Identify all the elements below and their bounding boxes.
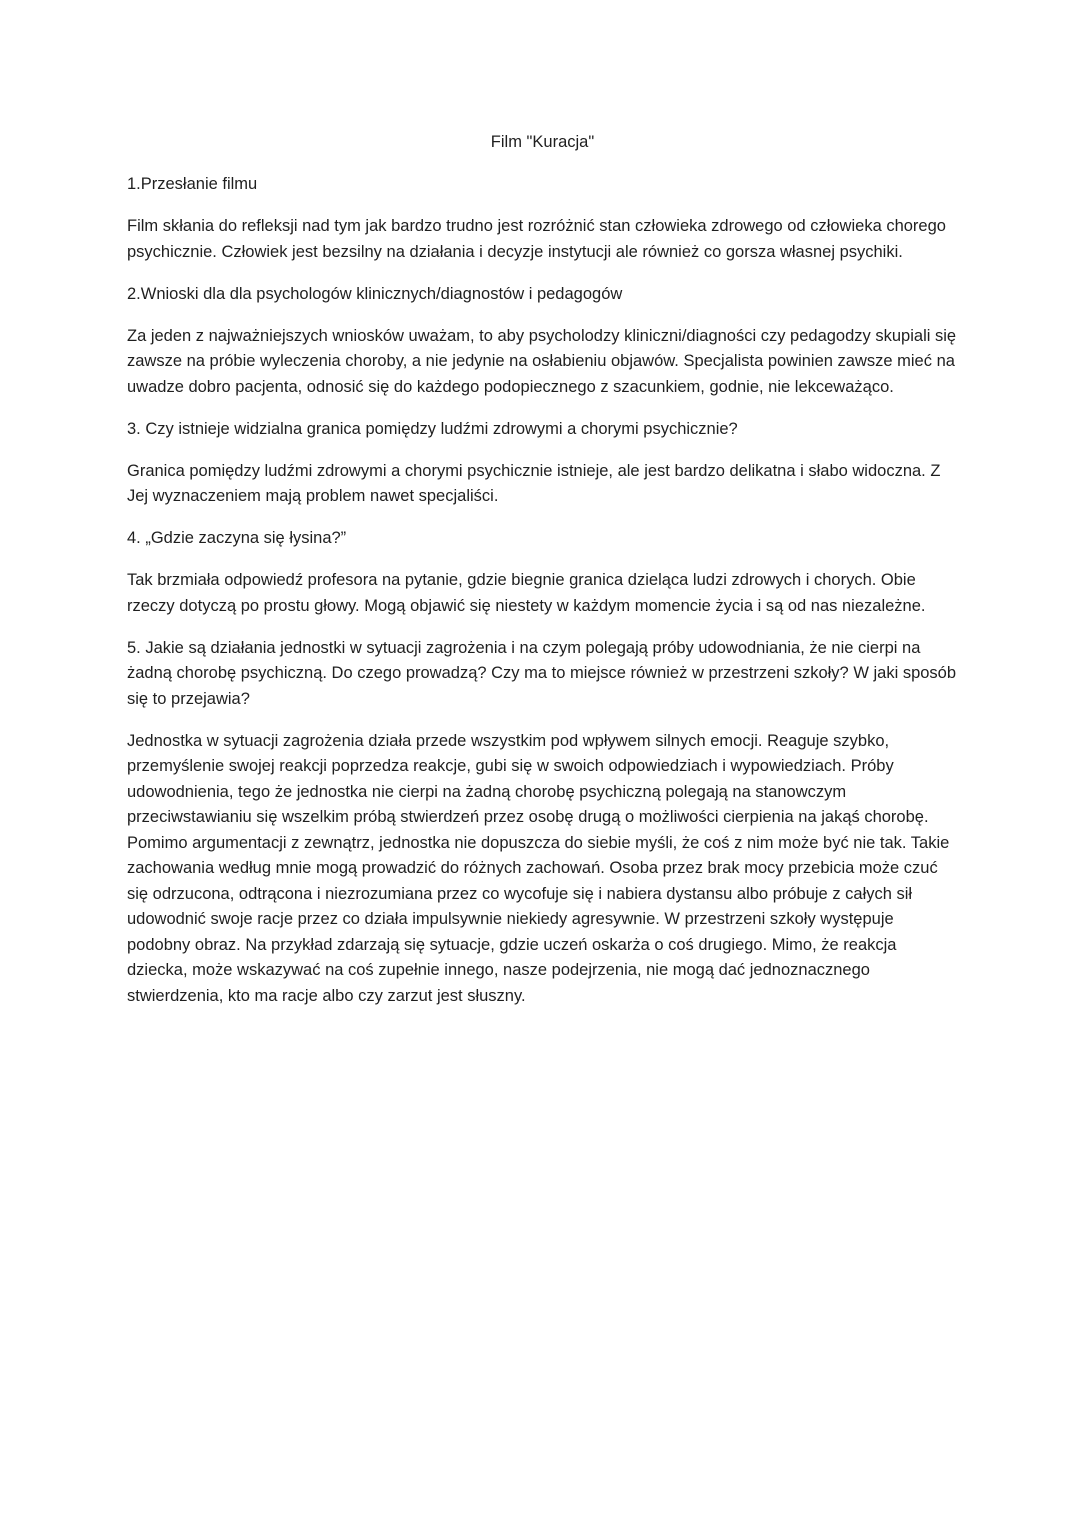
- document-section-4: [127, 526, 958, 619]
- document-section-5: [127, 636, 958, 1010]
- section-paragraph: Za jeden z najważniejszych wniosków uważam, to aby psycholodzy kliniczni/diagności czy pedagodzy skupiali się zawsze na próbie wyleczenia choroby, a nie jedynie na osłabieniu objawów. Specjalista powinien zawsze mieć na uwadze dobro pacjenta, odnosić się do każdego podopiecznego z szacunkiem, godnie, nie lekceważąco.: [127, 326, 957, 396]
- document-section-3: [127, 417, 958, 510]
- section-heading: 3. Czy istnieje widzialna granica pomiędzy ludźmi zdrowymi a chorymi psychicznie?: [127, 419, 738, 438]
- section-heading: 5. Jakie są działania jednostki w sytuacji zagrożenia i na czym polegają próby udowodniania, że nie cierpi na żadną chorobę psychiczną. Do czego prowadzą? Czy ma to miejsce również w przestrzeni szkoły? W jaki sposób się to przejawia?: [127, 638, 957, 708]
- section-paragraph: Jednostka w sytuacji zagrożenia działa przede wszystkim pod wpływem silnych emocji. Reaguje szybko, przemyślenie swojej reakcji poprzedza reakcje, gubi się w swoich odpowiedziach i wypowiedziach. Próby udowodnienia, tego że jednostka nie cierpi na żadną chorobę psychiczną polegają na stanowczym przeciwstawianiu się wszelkim próbą stwierdzeń przez osobę drugą o możliwości cierpienia na jakąś chorobę. Pomimo argumentacji z zewnątrz, jednostka nie dopuszcza do siebie myśli, że coś z nim może być nie tak. Takie zachowania według mnie mogą prowadzić do różnych zachowań. Osoba przez brak mocy przebicia może czuć się odrzucona, odtrącona i niezrozumiana przez co wycofuje się i nabiera dystansu albo próbuje z całych sił udowodnić swoje racje przez co działa impulsywnie niekiedy agresywnie. W przestrzeni szkoły występuje podobny obraz. Na przykład zdarzają się sytuacje, gdzie uczeń oskarża o coś drugiego. Mimo, że reakcja dziecka, może wskazywać na coś zupełnie innego, nasze podejrzenia, nie mogą dać jednoznacznego stwierdzenia, kto ma racje albo czy zarzut jest słuszny.: [127, 731, 950, 1005]
- section-heading: 2.Wnioski dla dla psychologów klinicznych/diagnostów i pedagogów: [127, 284, 623, 303]
- document-section-2: [127, 282, 958, 401]
- section-paragraph: Film skłania do refleksji nad tym jak bardzo trudno jest rozróżnić stan człowieka zdrowego od człowieka chorego psychicznie. Człowiek jest bezsilny na działania i decyzje instytucji ale również co gorsza własnej psychiki.: [127, 217, 946, 261]
- document-title: Film "Kuracja": [490, 133, 595, 151]
- section-heading: 1.Przesłanie filmu: [127, 175, 258, 193]
- section-paragraph: Granica pomiędzy ludźmi zdrowymi a chorymi psychicznie istnieje, ale jest bardzo delikatna i słabo widoczna. Z Jej wyznaczeniem mają problem nawet specjaliści.: [127, 461, 941, 505]
- document-section-1: [127, 172, 958, 265]
- section-paragraph: Tak brzmiała odpowiedź profesora na pytanie, gdzie biegnie granica dzieląca ludzi zdrowych i chorych. Obie rzeczy dotyczą po prostu głowy. Mogą objawić się niestety w każdym momencie życia i są od nas niezależne.: [127, 571, 926, 615]
- section-heading: 4. „Gdzie zaczyna się łysina?”: [127, 529, 347, 547]
